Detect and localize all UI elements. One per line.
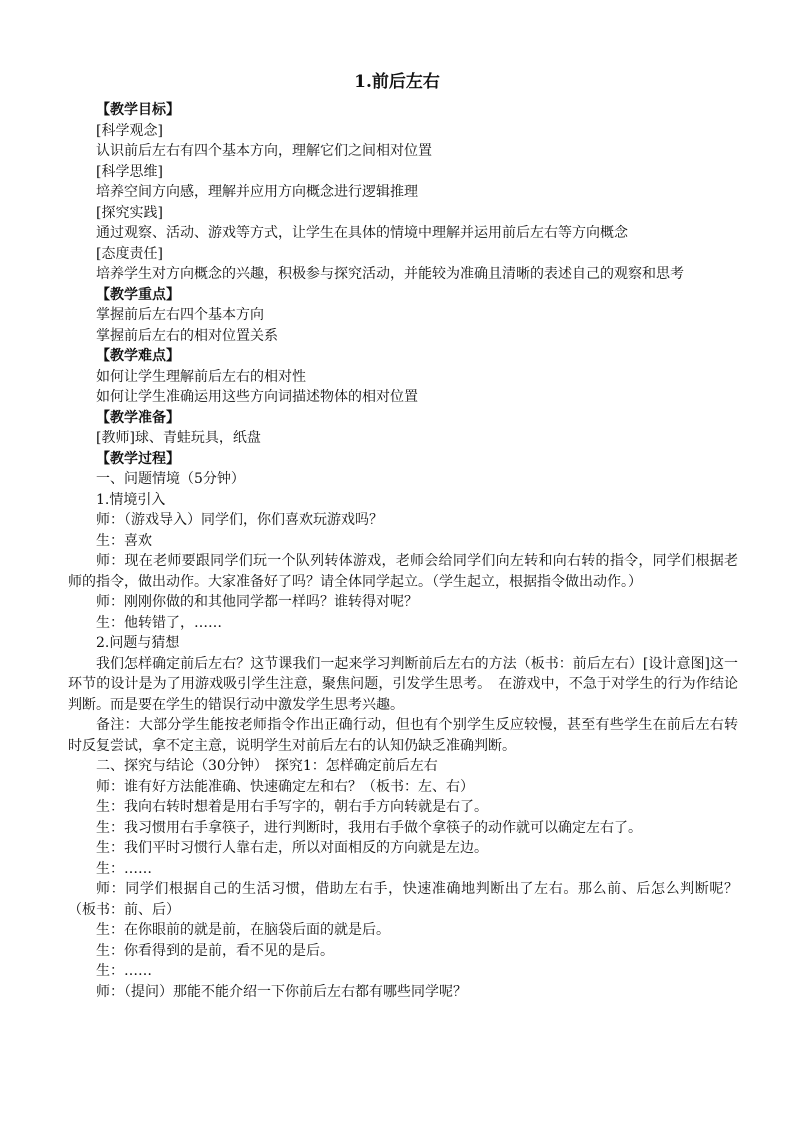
text-line: 生：…… (96, 963, 152, 979)
text-line: 一、问题情境（5分钟） (96, 471, 245, 487)
text-line: 如何让学生理解前后左右的相对性 (96, 368, 306, 385)
document-title: 1.前后左右 (354, 72, 440, 92)
text-line: 生：你看得到的是前，看不见的是后。 (96, 942, 334, 959)
text-line: 培养学生对方向概念的兴趣，积极参与探究活动，并能较为准确且清晰的表述自己的观察和思考 (96, 266, 684, 282)
text-line: 师：刚刚你做的和其他同学都一样吗？谁转得对呢？ (96, 594, 418, 610)
text-line: 生：…… (96, 860, 152, 877)
text-line: 生：在你眼前的就是前，在脑袋后面的就是后。 (96, 922, 390, 938)
text-line: 1.情境引入 (96, 491, 166, 508)
text-line: 生：我们平时习惯行人靠右走，所以对面相反的方向就是左边。 (96, 840, 488, 856)
text-line: 师：同学们根据自己的生活习惯，借助左右手，快速准确地判断出了左右。那么前、后怎么判断呢？（板书：前、后） (68, 881, 738, 918)
text-line: [教师]球、青蛙玩具，纸盘 (96, 430, 261, 446)
text-line: 通过观察、活动、游戏等方式，让学生在具体的情境中理解并运用前后左右等方向概念 (96, 225, 628, 241)
text-line: 掌握前后左右四个基本方向 (96, 307, 264, 323)
section-heading: 【教学难点】 (96, 348, 180, 364)
text-line: 培养空间方向感，理解并应用方向概念进行逻辑推理 (96, 184, 418, 200)
section-heading: 【教学准备】 (96, 409, 180, 426)
text-line: 掌握前后左右的相对位置关系 (96, 327, 278, 344)
text-line: 师：（提问）那能不能介绍一下你前后左右都有哪些同学呢？ (96, 983, 467, 1000)
text-line: 生：他转错了，…… (96, 614, 222, 631)
text-line: 生：我习惯用右手拿筷子，进行判断时，我用右手做个拿筷子的动作就可以确定左右了。 (96, 819, 642, 836)
text-line: 如何让学生准确运用这些方向词描述物体的相对位置 (96, 389, 418, 405)
text-line: [科学观念] (96, 122, 163, 139)
text-line: 二、探究与结论（30分钟） 探究1：怎样确定前后左右 (96, 758, 438, 774)
section-heading: 【教学过程】 (96, 450, 180, 467)
text-line: 师：谁有好方法能准确、快速确定左和右？（板书：左、右） (96, 778, 474, 795)
text-line: 生：喜欢 (96, 532, 152, 549)
text-line: 我们怎样确定前后左右？这节课我们一起来学习判断前后左右的方法（板书：前后左右）[设计意图]这一环节的设计是为了用游戏吸引学生注意，聚焦问题，引发学生思考。 在游戏中，不急于对学生的行为作结论判断。而是要在学生的错误行动中激发学生思考兴趣。 (68, 655, 738, 713)
section-heading: 【教学重点】 (96, 286, 180, 303)
text-line: 2.问题与猜想 (96, 635, 180, 651)
text-line: [态度责任] (96, 245, 163, 262)
section-heading: 【教学目标】 (96, 102, 180, 118)
text-line: 认识前后左右有四个基本方向，理解它们之间相对位置 (96, 143, 432, 159)
text-line: 师：（游戏导入）同学们，你们喜欢玩游戏吗？ (96, 512, 383, 528)
text-line: 师：现在老师要跟同学们玩一个队列转体游戏，老师会给同学们向左转和向右转的指令，同学们根据老师的指令，做出动作。大家准备好了吗？请全体同学起立。（学生起立，根据指令做出动作。） (68, 553, 738, 590)
text-line: 备注：大部分学生能按老师指令作出正确行动，但也有个别学生反应较慢，甚至有些学生在前后左右转时反复尝试，拿不定主意，说明学生对前后左右的认知仍缺乏准确判断。 (68, 717, 738, 754)
text-line: 生：我向右转时想着是用右手写字的，朝右手方向转就是右了。 (96, 799, 488, 815)
text-line: [探究实践] (96, 204, 163, 221)
text-line: [科学思维] (96, 163, 163, 180)
document-body (68, 100, 738, 1002)
